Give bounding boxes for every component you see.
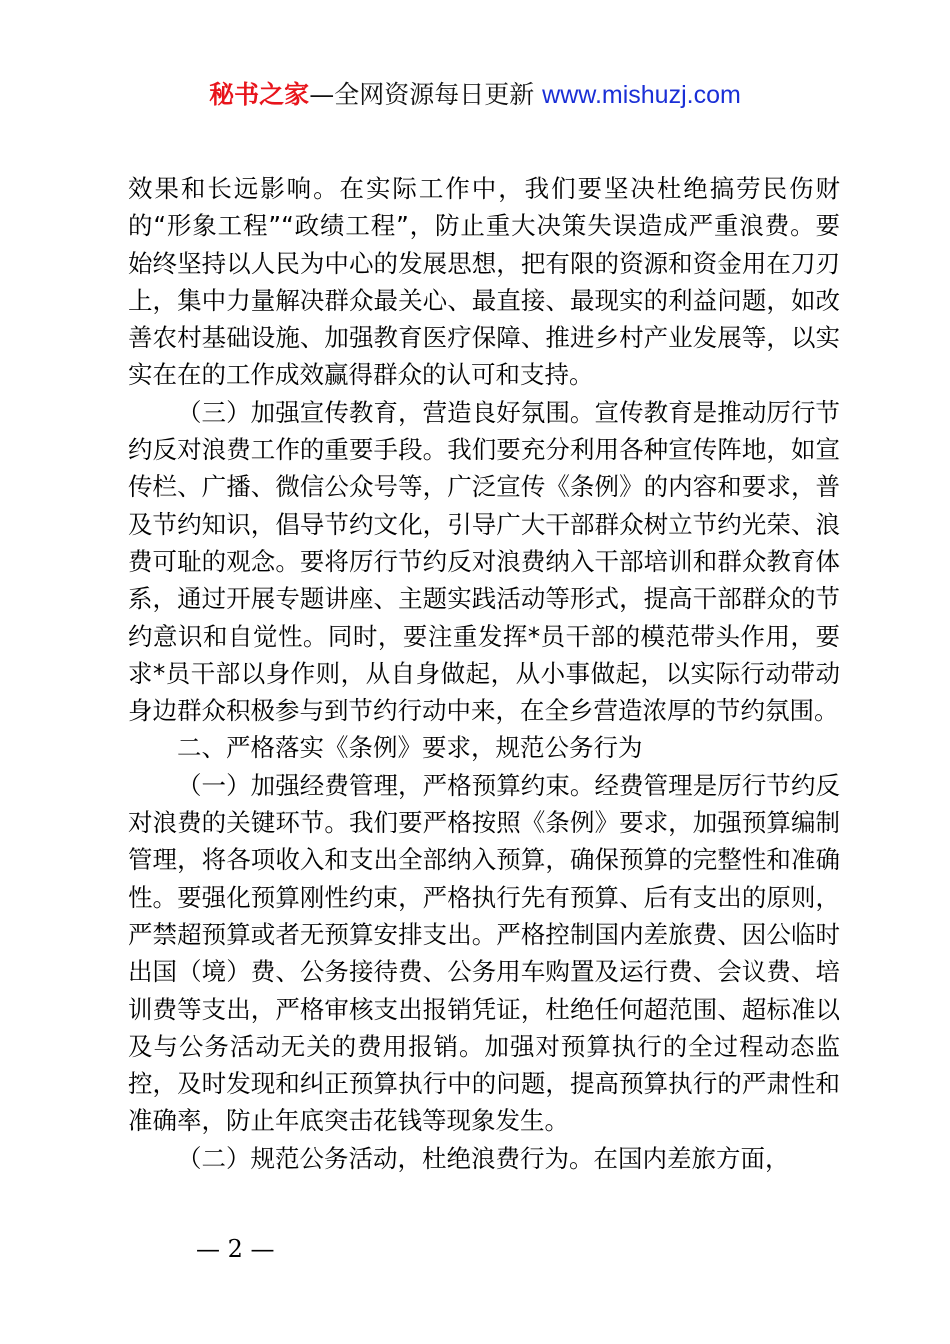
- paragraph-continued: 效果和长远影响。在实际工作中，我们要坚决杜绝搞劳民伤财的“形象工程”“政绩工程”，防止重大决策失误造成严重浪费。要始终坚持以人民为中心的发展思想，把有限的资源和资金用在刀刃上，集中力量解决群众最关心、最直接、最现实的利益问题，如改善农村基础设施、加强教育医疗保障、推进乡村产业发展等，以实实在在的工作成效赢得群众的认可和支持。: [128, 174, 840, 390]
- brand-name: 秘书之家: [209, 80, 310, 109]
- paragraph-section-3: （三）加强宣传教育，营造良好氛围。宣传教育是推动厉行节约反对浪费工作的重要手段。我们要充分利用各种宣传阵地，如宣传栏、广播、微信公众号等，广泛宣传《条例》的内容和要求，普及节约知识，倡导节约文化，引导广大干部群众树立节约光荣、浪费可耻的观念。要将厉行节约反对浪费纳入干部培训和群众教育体系，通过开展专题讲座、主题实践活动等形式，提高干部群众的节约意识和自觉性。同时，要注重发挥*员干部的模范带头作用，要求*员干部以身作则，从自身做起，从小事做起，以实际行动带动身边群众积极参与到节约行动中来，在全乡营造浓厚的节约氛围。: [128, 397, 840, 726]
- brand-tagline: —全网资源每日更新: [309, 80, 535, 109]
- page-number: — 2 —: [196, 1235, 275, 1263]
- site-watermark-header: [0, 78, 950, 112]
- paragraph-subsection-1: （一）加强经费管理，严格预算约束。经费管理是厉行节约反对浪费的关键环节。我们要严格按照《条例》要求，加强预算编制管理，将各项收入和支出全部纳入预算，确保预算的完整性和准确性。要强化预算刚性约束，严格执行先有预算、后有支出的原则，严禁超预算或者无预算安排支出。严格控制国内差旅费、因公临时出国（境）费、公务接待费、公务用车购置及运行费、会议费、培训费等支出，严格审核支出报销凭证，杜绝任何超范围、超标准以及与公务活动无关的费用报销。加强对预算执行的全过程动态监控，及时发现和纠正预算执行中的问题，提高预算执行的严肃性和准确率，防止年底突击花钱等现象发生。: [128, 770, 840, 1136]
- document-body: [128, 170, 840, 1177]
- paragraph-subsection-2: （二）规范公务活动，杜绝浪费行为。在国内差旅方面，: [177, 1143, 790, 1173]
- section-heading-2: 二、严格落实《条例》要求，规范公务行为: [177, 733, 643, 763]
- site-url: www.mishuzj.com: [542, 81, 741, 109]
